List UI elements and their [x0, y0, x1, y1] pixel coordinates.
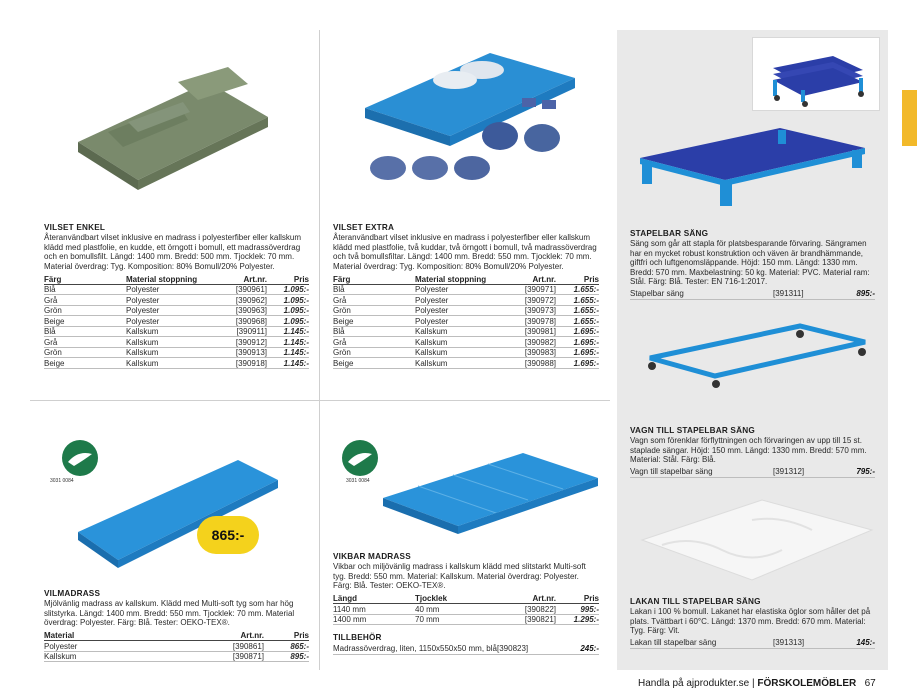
price-cell: 1.695:- — [556, 347, 599, 358]
cell: Kallskum — [415, 326, 511, 337]
item-name: Lakan till stapelbar säng — [630, 637, 717, 647]
item-art-nr: [391312] — [773, 466, 805, 476]
col-header: Art.nr. — [194, 631, 264, 641]
cell: Grå — [44, 295, 126, 306]
table-row — [44, 337, 309, 348]
cell: Grå — [44, 337, 126, 348]
col-header: Färg — [333, 274, 415, 284]
table-row — [333, 326, 599, 337]
price-cell: 1.655:- — [556, 284, 599, 295]
table-row — [333, 614, 599, 625]
price-cell: 1.095:- — [267, 295, 309, 306]
table-row — [333, 295, 599, 306]
cell: Kallskum — [44, 651, 194, 662]
cell: Grå — [333, 295, 415, 306]
cell: Kallskum — [126, 326, 222, 337]
cell: Grön — [44, 305, 126, 316]
col-header: Art.nr. — [511, 274, 556, 284]
price-cell: 1.295:- — [556, 614, 599, 625]
page-footer — [638, 678, 876, 689]
cell: Polyester — [415, 295, 511, 306]
table-row — [44, 316, 309, 327]
price-table — [333, 274, 599, 369]
cell: [390972] — [511, 295, 556, 306]
ecolabel-code: 3031 0084 — [50, 478, 74, 484]
cell: Kallskum — [126, 347, 222, 358]
cell: Blå — [333, 284, 415, 295]
cell: [390911] — [222, 326, 267, 337]
table-row — [333, 604, 599, 615]
product-description: Återanvändbart vilset inklusive en madrass i polyesterfiber eller kallskum klädd med plastfolie, en kudde, ett örngott i bomull, ett madrassöverdrag och en bomullsfilt. Längd: 1400 mm. Bredd: 500 mm. Tjocklek: 70 mm. Material överdrag: Tyg. Komposition: 80% Bomull/20% Polyester. — [44, 233, 301, 271]
table-row — [44, 305, 309, 316]
price-cell: 1.145:- — [267, 337, 309, 348]
table-row — [333, 337, 599, 348]
cell: Kallskum — [415, 347, 511, 358]
cell: Kallskum — [126, 337, 222, 348]
product-description: Vagn som förenklar förflyttningen och förvaringen av upp till 15 st. staplade sängar. Höjd: 150 mm. Längd: 1330 mm. Bredd: 570 mm. Material: Stål. Färg: Blå. — [630, 436, 867, 465]
price-cell: 1.695:- — [556, 326, 599, 337]
table-row — [333, 305, 599, 316]
cell: Grön — [44, 347, 126, 358]
price-cell: 895:- — [264, 651, 309, 662]
cell: [390983] — [511, 347, 556, 358]
table-row — [44, 358, 309, 369]
vilmadrass-section — [44, 589, 309, 662]
cell: Kallskum — [126, 358, 222, 369]
item-price: 895:- — [856, 288, 875, 298]
col-header: Tjocklek — [415, 594, 511, 604]
cell: [390982] — [511, 337, 556, 348]
cell: Blå — [333, 326, 415, 337]
vilset-enkel-image — [68, 62, 278, 202]
cell: Grön — [333, 347, 415, 358]
cell: [390978] — [511, 316, 556, 327]
item-price: 245:- — [580, 644, 599, 654]
cell: Polyester — [126, 284, 222, 295]
price-cell: 865:- — [264, 641, 309, 652]
row-divider — [30, 400, 610, 401]
cell: [390968] — [222, 316, 267, 327]
cell: Polyester — [126, 316, 222, 327]
cell: [390981] — [511, 326, 556, 337]
price-badge: 865:- — [197, 516, 259, 554]
vikbar-madrass-section — [333, 552, 599, 655]
table-header-row — [333, 594, 599, 604]
vilset-extra-section — [333, 223, 599, 369]
item-art-nr: [391313] — [773, 637, 805, 647]
price-cell: 1.145:- — [267, 326, 309, 337]
footer-section: FÖRSKOLEMÖBLER — [757, 678, 857, 689]
stapelbar-sang-image — [630, 118, 872, 213]
product-description: Återanvändbart vilset inklusive en madrass i polyesterfiber eller kallskum klädd med plastfolie, två kuddar, två örngott i bomull, två madrassöverdrag och två bomullsfiltar. Längd: 1400 mm. Bredd: 550 mm. Tjocklek: 70 mm. Material överdrag: Tyg. Komposition: 80% Bomull/20% Polyester. — [333, 233, 597, 271]
cell: Beige — [44, 316, 126, 327]
cell: [390913] — [222, 347, 267, 358]
cell: Polyester — [415, 305, 511, 316]
lakan-image — [632, 490, 882, 590]
cell: Beige — [44, 358, 126, 369]
cell: Grön — [333, 305, 415, 316]
product-title: VAGN TILL STAPELBAR SÄNG — [630, 426, 755, 435]
cell: Blå — [44, 284, 126, 295]
price-line — [630, 467, 875, 478]
stacked-beds-thumbnail — [752, 37, 880, 111]
cell: Kallskum — [415, 337, 511, 348]
col-header: Art.nr. — [511, 594, 556, 604]
price-cell: 1.695:- — [556, 358, 599, 369]
cell: Blå — [44, 326, 126, 337]
table-header-row — [333, 274, 599, 284]
item-name: Vagn till stapelbar säng — [630, 466, 713, 476]
cell: [390963] — [222, 305, 267, 316]
product-description: Vikbar och miljövänlig madrass i kallskum klädd med slitstarkt Multi-soft tyg. Bredd: 550 mm. Material: Kallskum. Material överdrag: Polyester. Färg: Blå. Tester: OEKO-TEX®. — [333, 562, 586, 591]
price-cell: 1.145:- — [267, 347, 309, 358]
product-title: STAPELBAR SÄNG — [630, 229, 709, 238]
vilset-enkel-section — [44, 223, 309, 369]
table-row — [333, 316, 599, 327]
cell: Beige — [333, 358, 415, 369]
col-header: Pris — [556, 594, 599, 604]
table-row — [44, 326, 309, 337]
product-title: TILLBEHÖR — [333, 633, 382, 643]
cell: Beige — [333, 316, 415, 327]
vikbar-madrass-image — [378, 448, 603, 548]
table-row — [44, 641, 309, 652]
price-line — [630, 638, 875, 649]
price-cell: 1.145:- — [267, 358, 309, 369]
vagn-section — [630, 426, 875, 478]
price-table — [333, 594, 599, 626]
cell: 40 mm — [415, 604, 511, 615]
product-title: VIKBAR MADRASS — [333, 552, 411, 561]
table-row — [44, 651, 309, 662]
cell: [390988] — [511, 358, 556, 369]
cell: [390961] — [222, 284, 267, 295]
cell: [390973] — [511, 305, 556, 316]
price-cell: 1.095:- — [267, 284, 309, 295]
product-description: Mjölvänlig madrass av kallskum. Klädd med Multi-soft tyg som har hög slitstyrka. Längd: 1400 mm. Bredd: 550 mm. Tjocklek: 70 mm. Material överdrag: Polyester. Färg: Blå. Tester: OEKO-TEX®. — [44, 599, 295, 628]
table-header-row — [44, 274, 309, 284]
table-row — [333, 358, 599, 369]
item-art-nr: [390823] — [497, 644, 529, 654]
price-cell: 995:- — [556, 604, 599, 615]
vagn-image — [640, 318, 872, 390]
table-row — [333, 284, 599, 295]
col-header: Pris — [267, 274, 309, 284]
price-cell: 1.095:- — [267, 316, 309, 327]
cell: [390821] — [511, 614, 556, 625]
price-cell: 1.655:- — [556, 305, 599, 316]
cell: 1400 mm — [333, 614, 415, 625]
item-name: Stapelbar säng — [630, 288, 684, 298]
col-header: Art.nr. — [222, 274, 267, 284]
price-cell: 1.655:- — [556, 316, 599, 327]
cell: [390861] — [194, 641, 264, 652]
cell: 1140 mm — [333, 604, 415, 615]
item-name: Madrassöverdrag, liten, 1150x550x50 mm, blå — [333, 644, 497, 654]
cell: [390918] — [222, 358, 267, 369]
cell: [390912] — [222, 337, 267, 348]
cell: [390962] — [222, 295, 267, 306]
cell: [390971] — [511, 284, 556, 295]
cell: Polyester — [44, 641, 194, 652]
price-line — [333, 644, 599, 655]
cell: Polyester — [415, 316, 511, 327]
col-header: Pris — [556, 274, 599, 284]
table-row — [44, 295, 309, 306]
product-title: VILMADRASS — [44, 589, 101, 598]
cell: Grå — [333, 337, 415, 348]
col-header: Material stoppning — [415, 274, 511, 284]
product-title: LAKAN TILL STAPELBAR SÄNG — [630, 597, 761, 606]
lakan-section — [630, 597, 875, 649]
product-title: VILSET EXTRA — [333, 223, 395, 232]
product-description: Säng som går att stapla för platsbesparande förvaring. Sängramen har en mycket robust konstruktion och väven är brandhämmande, giftfri och luftgenomsläppande. Höjd: 150 mm. Längd: 1330 mm. Bredd: 570 mm. Maxbelastning: 50 kg. Material: PVC. Material ram: Stål. Färg: Blå. Tester: EN 716-1:2017. — [630, 239, 870, 287]
price-cell: 1.095:- — [267, 305, 309, 316]
table-row — [44, 347, 309, 358]
product-title: VILSET ENKEL — [44, 223, 106, 232]
page-number: 67 — [864, 678, 876, 689]
col-header: Pris — [264, 631, 309, 641]
price-line — [630, 289, 875, 300]
col-header: Material stoppning — [126, 274, 222, 284]
price-cell: 1.695:- — [556, 337, 599, 348]
footer-link[interactable]: Handla på ajprodukter.se — [638, 678, 750, 689]
footer-separator: | — [751, 678, 755, 689]
column-divider — [319, 30, 320, 670]
col-header: Material — [44, 631, 194, 641]
cell: [390822] — [511, 604, 556, 615]
ecolabel-code: 3031 0084 — [346, 478, 370, 484]
col-header: Färg — [44, 274, 126, 284]
cell: Polyester — [415, 284, 511, 295]
table-row — [44, 284, 309, 295]
item-art-nr: [391311] — [773, 288, 804, 298]
product-description: Lakan i 100 % bomull. Lakanet har elastiska öglor som håller det på plats. Tvättbart i 60°C. Längd: 1370 mm. Bredd: 670 mm. Material: Tyg. Färg: Vit. — [630, 607, 871, 636]
price-cell: 1.655:- — [556, 295, 599, 306]
vilmadrass-image — [68, 450, 283, 580]
cell: Kallskum — [415, 358, 511, 369]
vilset-extra-image — [360, 48, 590, 198]
cell: Polyester — [126, 305, 222, 316]
table-header-row — [44, 631, 309, 641]
price-table — [44, 274, 309, 369]
item-price: 795:- — [856, 466, 875, 476]
stapelbar-sang-section — [630, 229, 875, 300]
item-price: 145:- — [856, 637, 875, 647]
table-row — [333, 347, 599, 358]
col-header: Längd — [333, 594, 415, 604]
cell: 70 mm — [415, 614, 511, 625]
cell: Polyester — [126, 295, 222, 306]
cell: [390871] — [194, 651, 264, 662]
section-tab-marker — [902, 90, 917, 146]
price-table — [44, 631, 309, 663]
